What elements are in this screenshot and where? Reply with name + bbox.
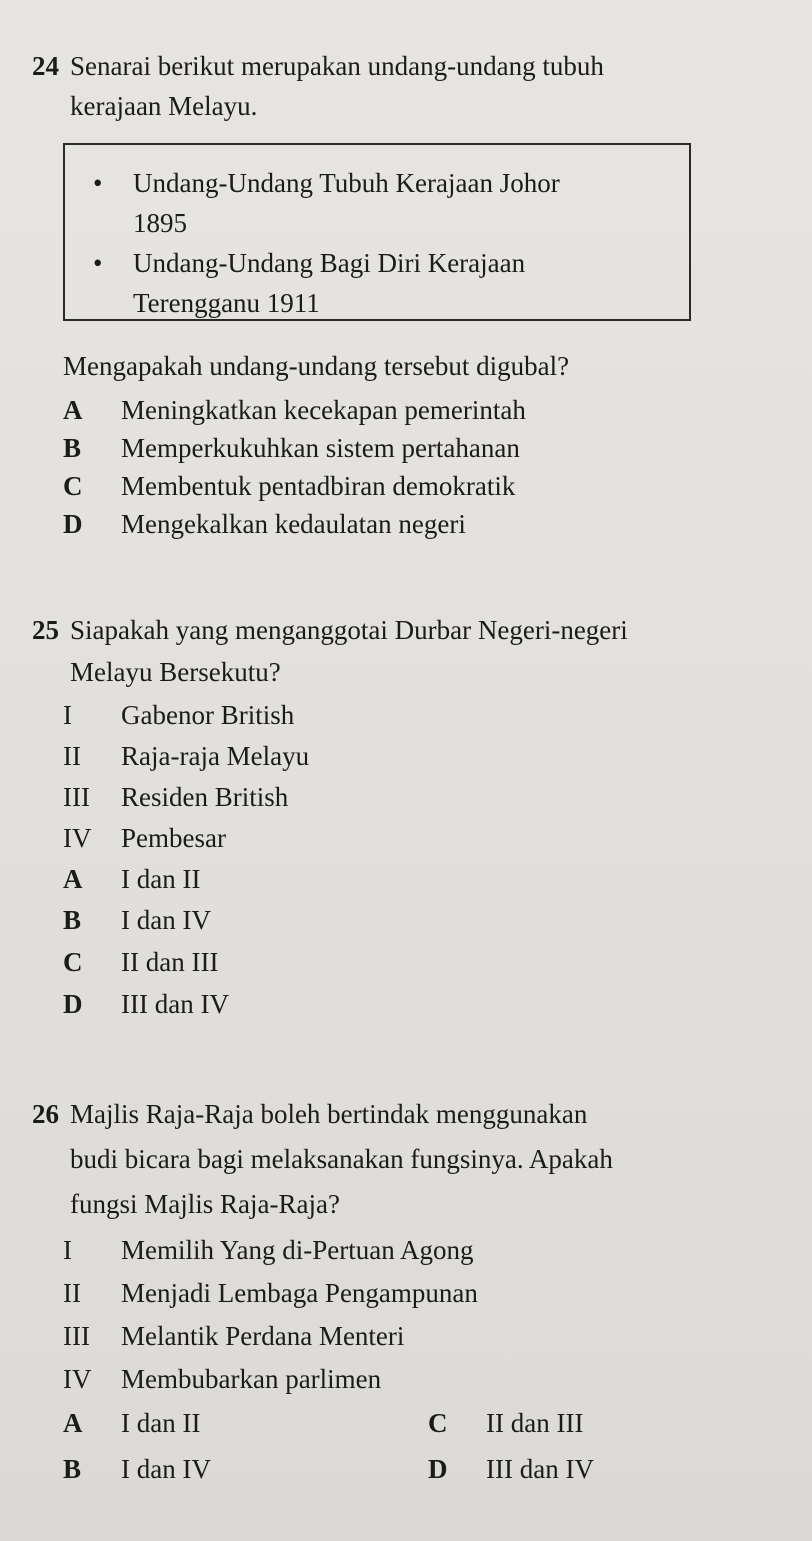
option-label: D [428,1454,448,1484]
question-25 [32,610,792,692]
option-text: II dan III [121,947,219,977]
answer-option-b[interactable] [63,1449,211,1489]
statement-label: III [63,1321,90,1351]
answer-option-d[interactable] [63,984,229,1024]
statement-i [63,1230,474,1270]
statement-ii [63,736,309,776]
source-box [63,143,691,321]
answer-option-c[interactable] [428,1403,583,1443]
option-label: D [63,989,83,1019]
statement-text: Residen British [121,782,289,812]
question-stem: Majlis Raja-Raja boleh bertindak menggunakan [70,1099,588,1129]
question-stem: Senarai berikut merupakan undang-undang tubuh [70,51,604,81]
option-text: Memperkukuhkan sistem pertahanan [121,433,520,463]
statement-iii [63,1316,404,1356]
question-26 [32,1094,792,1224]
answer-option-a[interactable] [63,1403,200,1443]
option-text: Meningkatkan kecekapan pemerintah [121,395,526,425]
question-stem: kerajaan Melayu. [70,91,258,121]
bullet-icon: • [93,248,103,278]
statement-label: II [63,741,81,771]
option-text: III dan IV [486,1454,594,1484]
option-text: Mengekalkan kedaulatan negeri [121,509,466,539]
statement-label: II [63,1278,81,1308]
option-text: Membentuk pentadbiran demokratik [121,471,516,501]
option-label: A [63,1408,83,1438]
question-24 [32,46,792,126]
option-text: I dan IV [121,905,211,935]
option-label: B [63,905,82,935]
option-text: I dan IV [121,1454,211,1484]
question-number: 25 [32,615,59,645]
box-item-text: Undang-Undang Bagi Diri Kerajaan [133,248,526,278]
option-label: B [63,433,82,463]
option-text: I dan II [121,1408,201,1438]
statement-text: Melantik Perdana Menteri [121,1321,405,1351]
statement-text: Menjadi Lembaga Pengampunan [121,1278,478,1308]
statement-text: Memilih Yang di-Pertuan Agong [121,1235,474,1265]
option-text: I dan II [121,864,201,894]
question-stem: Melayu Bersekutu? [70,657,281,687]
question-stem: budi bicara bagi melaksanakan fungsinya. Apakah [70,1144,613,1174]
question-stem: fungsi Majlis Raja-Raja? [70,1189,340,1219]
option-label: C [63,471,83,501]
statement-label: I [63,700,72,730]
answer-option-c[interactable] [63,466,515,506]
statement-text: Membubarkan parlimen [121,1364,382,1394]
statement-iii [63,777,288,817]
answer-option-d[interactable] [428,1449,594,1489]
question-stem: Siapakah yang menganggotai Durbar Negeri-negeri [70,615,628,645]
box-item [93,163,665,243]
box-item [93,243,665,323]
statement-i [63,695,294,735]
answer-option-c[interactable] [63,942,218,982]
box-item-text: Undang-Undang Tubuh Kerajaan Johor [133,168,560,198]
answer-option-a[interactable] [63,859,200,899]
bullet-icon: • [93,168,103,198]
box-item-text: Terengganu 1911 [133,288,320,318]
question-number: 26 [32,1099,59,1129]
option-label: C [428,1408,448,1438]
answer-option-d[interactable] [63,504,466,544]
option-label: A [63,864,83,894]
statement-iv [63,1359,381,1399]
answer-option-a[interactable] [63,390,526,430]
statement-label: IV [63,1364,92,1394]
statement-text: Pembesar [121,823,226,853]
statement-text: Raja-raja Melayu [121,741,310,771]
statement-ii [63,1273,478,1313]
answer-option-b[interactable] [63,900,211,940]
statement-text: Gabenor British [121,700,295,730]
question-prompt: Mengapakah undang-undang tersebut digubal? [63,351,570,381]
statement-label: III [63,782,90,812]
statement-iv [63,818,226,858]
question-number: 24 [32,51,59,81]
option-label: C [63,947,83,977]
box-item-text: 1895 [133,208,187,238]
statement-label: I [63,1235,72,1265]
option-label: B [63,1454,82,1484]
statement-label: IV [63,823,92,853]
option-text: III dan IV [121,989,229,1019]
option-label: A [63,395,83,425]
option-label: D [63,509,83,539]
option-text: II dan III [486,1408,584,1438]
answer-option-b[interactable] [63,428,520,468]
